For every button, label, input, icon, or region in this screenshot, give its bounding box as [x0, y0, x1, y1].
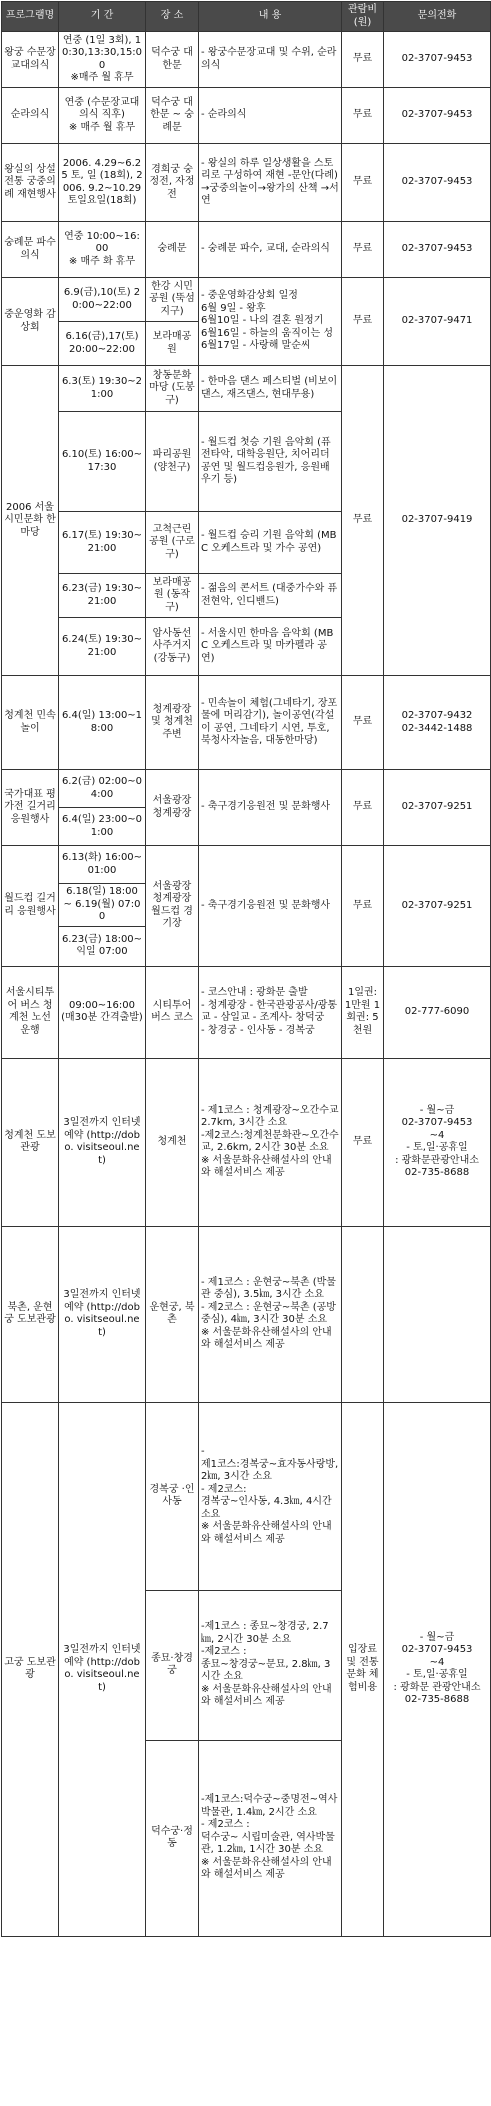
content-cell: - 순라의식 — [199, 88, 342, 144]
program-name: 서울시티투어 버스 청계천 노선 운행 — [2, 966, 59, 1058]
fee-cell: 무료 — [342, 770, 384, 846]
place-cell: 보라매공원 — [146, 322, 199, 366]
place-cell: 청계천 — [146, 1058, 199, 1226]
period-cell: 3일전까지 인터넷 예약 (http://dobo. visitseoul.net) — [59, 1402, 146, 1936]
content-cell: - 서울시민 한마음 음악회 (MBC 오케스트라 및 마카펠라 공연) — [199, 618, 342, 676]
period-cell: 연중 10:00~16:00 ※ 매주 화 휴무 — [59, 222, 146, 278]
program-name: 북촌, 운현궁 도보관광 — [2, 1226, 59, 1402]
period-cell: 6.4(일) 23:00~01:00 — [59, 808, 146, 846]
phone-cell: 02-3707-9453 — [384, 88, 491, 144]
place-cell: 경복궁 ·인사동 — [146, 1402, 199, 1590]
place-cell: 숭례문 — [146, 222, 199, 278]
phone-cell: 02-777-6090 — [384, 966, 491, 1058]
content-cell: - 월드컵 승리 기원 음악회 (MBC 오케스트라 및 가수 공연) — [199, 512, 342, 574]
fee-cell: 1일권: 1만원 1회권: 5천원 — [342, 966, 384, 1058]
content-cell: - 중운영화감상회 일정 6월 9일 - 왕후 6월10일 - 나의 결혼 원정기 6월16일 - 하늘의 움직이는 성 6월17일 - 사랑해 말순씨 — [199, 278, 342, 366]
content-cell: - 축구경기응원전 및 문화행사 — [199, 770, 342, 846]
fee-cell: 무료 — [342, 222, 384, 278]
table-row — [2, 966, 491, 1058]
table-row — [2, 1058, 491, 1226]
table-row — [2, 846, 491, 884]
content-cell: - 코스안내 : 광화문 출발 - 청계광장 - 한국관광공사/광통교 - 삼일교 - 조계사- 창덕궁 - 창경궁 - 인사동 - 경복궁 — [199, 966, 342, 1058]
header-period: 기 간 — [59, 2, 146, 32]
program-name: 청계천 민속놀이 — [2, 676, 59, 770]
place-cell: 고척근린공원 (구로구) — [146, 512, 199, 574]
header-program: 프로그램명 — [2, 2, 59, 32]
content-cell: - 젊음의 콘서트 (대중가수와 퓨전현악, 인디밴드) — [199, 574, 342, 618]
phone-cell: - 월~금 02-3707-9453 ~4 - 토,일·공휴일 : 광화문관광안내소 02-735-8688 — [384, 1058, 491, 1226]
phone-cell: 02-3707-9419 — [384, 366, 491, 676]
fee-cell: 무료 — [342, 88, 384, 144]
phone-cell: 02-3707-9471 — [384, 278, 491, 366]
place-cell: 덕수궁·정동 — [146, 1740, 199, 1936]
program-name: 청계천 도보관광 — [2, 1058, 59, 1226]
place-cell: 경희궁 숭정전, 자정전 — [146, 144, 199, 222]
content-cell: - 제1코스 : 운현궁~북촌 (박물관 중심), 3.5㎞, 3시간 소요 - 제2코스 : 운현궁~북촌 (공방 중심), 4㎞, 3시간 30분 소요 ※ 서울문화유산해설사의 안내와 해설서비스 제공 — [199, 1226, 342, 1402]
period-cell: 6.2(금) 02:00~04:00 — [59, 770, 146, 808]
place-cell: 서울광장 청계광장 월드컵 경기장 — [146, 846, 199, 967]
header-place: 장 소 — [146, 2, 199, 32]
fee-cell: 무료 — [342, 846, 384, 967]
period-cell: 6.16(금),17(토) 20:00~22:00 — [59, 322, 146, 366]
content-cell: - 숭례문 파수, 교대, 순라의식 — [199, 222, 342, 278]
header-row — [2, 2, 491, 32]
period-cell: 연중 (수문장교대의식 직후) ※ 매주 월 휴무 — [59, 88, 146, 144]
period-cell: 연중 (1일 3회), 10:30,13:30,15:00 ※매주 월 휴무 — [59, 32, 146, 88]
content-cell: - 왕궁수문장교대 및 수위, 순라의식 — [199, 32, 342, 88]
fee-cell: 무료 — [342, 676, 384, 770]
table-row — [2, 222, 491, 278]
period-cell: 6.23(금) 18:00~익일 07:00 — [59, 926, 146, 966]
content-cell: - 제1코스 : 청계광장~오간수교 2.7km, 3시간 소요 -제2코스:청계천문화관~오간수교, 2.6km, 2시간 30분 소요 ※ 서울문화유산해설사의 안내와 해설서비스 제공 — [199, 1058, 342, 1226]
program-name: 월드컵 길거리 응원행사 — [2, 846, 59, 967]
program-name: 숭례문 파수의식 — [2, 222, 59, 278]
table-row — [2, 32, 491, 88]
place-cell: 종묘·창경궁 — [146, 1590, 199, 1740]
fee-cell: 무료 — [342, 366, 384, 676]
table-row — [2, 366, 491, 412]
content-cell: - 제1코스:경복궁~효자동사랑방, 2㎞, 3시간 소요 - 제2코스: 경복궁~인사동, 4.3㎞, 4시간 소요 ※ 서울문화유산해설사의 안내와 해설서비스 제공 — [199, 1402, 342, 1590]
period-cell: 3일전까지 인터넷 예약 (http://dobo. visitseoul.net) — [59, 1226, 146, 1402]
phone-cell: 02-3707-9453 — [384, 222, 491, 278]
fee-cell: 무료 — [342, 278, 384, 366]
header-content: 내 용 — [199, 2, 342, 32]
place-cell: 덕수궁 대한문 ~ 숭례문 — [146, 88, 199, 144]
table-row — [2, 88, 491, 144]
place-cell: 운현궁, 북촌 — [146, 1226, 199, 1402]
place-cell: 시티투어 버스 코스 — [146, 966, 199, 1058]
content-cell: - 한마음 댄스 페스티벌 (비보이댄스, 재즈댄스, 현대무용) — [199, 366, 342, 412]
period-cell: 6.13(화) 16:00~01:00 — [59, 846, 146, 884]
phone-cell: 02-3707-9453 — [384, 144, 491, 222]
program-name: 중운영화 감상회 — [2, 278, 59, 366]
content-cell: - 왕실의 하루 일상생활을 스토리로 구성하여 재현 -문안(다례)→궁중의놀이→왕가의 산책 →서연 — [199, 144, 342, 222]
phone-cell: 02-3707-9453 — [384, 32, 491, 88]
phone-cell — [384, 1226, 491, 1402]
table-row — [2, 770, 491, 808]
program-table — [1, 1, 491, 1937]
phone-cell: 02-3707-9251 — [384, 770, 491, 846]
content-cell: - 민속놀이 체험(그네타기, 장포물에 머리감기), 놀이공연(각설이 공연, 그네타기 시연, 투호, 북청사자놀음, 대동한마당) — [199, 676, 342, 770]
phone-cell: 02-3707-9251 — [384, 846, 491, 967]
period-cell: 09:00~16:00 (매30분 간격출발) — [59, 966, 146, 1058]
program-name: 고궁 도보관광 — [2, 1402, 59, 1936]
program-name: 국가대표 평가전 길거리 응원행사 — [2, 770, 59, 846]
content-cell: -제1코스:덕수궁~중명전~역사박물관, 1.4㎞, 2시간 소요 - 제2코스 : 덕수궁~ 시립미술관, 역사박물관, 1.2㎞, 1시간 30분 소요 ※ 서울문화유산해설사의 안내와 해설서비스 제공 — [199, 1740, 342, 1936]
place-cell: 한강 시민공원 (뚝섬지구) — [146, 278, 199, 322]
table-row — [2, 278, 491, 322]
fee-cell: 무료 — [342, 1058, 384, 1226]
period-cell: 6.3(토) 19:30~21:00 — [59, 366, 146, 412]
content-cell: - 축구경기응원전 및 문화행사 — [199, 846, 342, 967]
program-name: 순라의식 — [2, 88, 59, 144]
table-row — [2, 144, 491, 222]
table-row — [2, 676, 491, 770]
fee-cell: 무료 — [342, 144, 384, 222]
place-cell: 청계광장 및 청계천 주변 — [146, 676, 199, 770]
header-phone: 문의전화 — [384, 2, 491, 32]
period-cell: 6.9(금),10(토) 20:00~22:00 — [59, 278, 146, 322]
fee-cell: 무료 — [342, 32, 384, 88]
period-cell: 6.17(토) 19:30~21:00 — [59, 512, 146, 574]
place-cell: 창동문화마당 (도봉구) — [146, 366, 199, 412]
period-cell: 6.23(금) 19:30~21:00 — [59, 574, 146, 618]
table-row — [2, 1226, 491, 1402]
place-cell: 덕수궁 대한문 — [146, 32, 199, 88]
program-name: 2006 서울 시민문화 한마당 — [2, 366, 59, 676]
header-fee: 관람비 (원) — [342, 2, 384, 32]
content-cell: - 월드컵 첫승 기원 음악회 (퓨전타악, 대학응원단, 치어리더공연 및 월드컵응원가, 응원배우기 등) — [199, 412, 342, 512]
phone-cell: 02-3707-9432 02-3442-1488 — [384, 676, 491, 770]
period-cell: 6.24(토) 19:30~21:00 — [59, 618, 146, 676]
place-cell: 보라매공원 (동작구) — [146, 574, 199, 618]
place-cell: 암사동선사주거지 (강동구) — [146, 618, 199, 676]
period-cell: 6.10(토) 16:00~17:30 — [59, 412, 146, 512]
program-name: 왕실의 상설전통 궁중의례 재현행사 — [2, 144, 59, 222]
place-cell: 파리공원 (양천구) — [146, 412, 199, 512]
table-row — [2, 1402, 491, 1590]
content-cell: -제1코스 : 종묘~창경궁, 2.7㎞, 2시간 30분 소요 -제2코스 : 종묘~창경궁~문묘, 2.8㎞, 3시간 소요 ※ 서울문화유산해설사의 안내와 해설서비스 제공 — [199, 1590, 342, 1740]
period-cell: 6.4(일) 13:00~18:00 — [59, 676, 146, 770]
fee-cell: 입장료 및 전통문화 체험비용 — [342, 1402, 384, 1936]
period-cell: 3일전까지 인터넷 예약 (http://dobo. visitseoul.net) — [59, 1058, 146, 1226]
period-cell: 2006. 4.29~6.25 토, 일 (18회), 2006. 9.2~10.29 토일요일(18회) — [59, 144, 146, 222]
period-cell: 6.18(일) 18:00 ~ 6.19(월) 07:00 — [59, 884, 146, 927]
place-cell: 서울광장 청계광장 — [146, 770, 199, 846]
program-name: 왕궁 수문장 교대의식 — [2, 32, 59, 88]
phone-cell: - 월~금 02-3707-9453 ~4 - 토,일·공휴일 : 광화문 관광안내소 02-735-8688 — [384, 1402, 491, 1936]
fee-cell — [342, 1226, 384, 1402]
